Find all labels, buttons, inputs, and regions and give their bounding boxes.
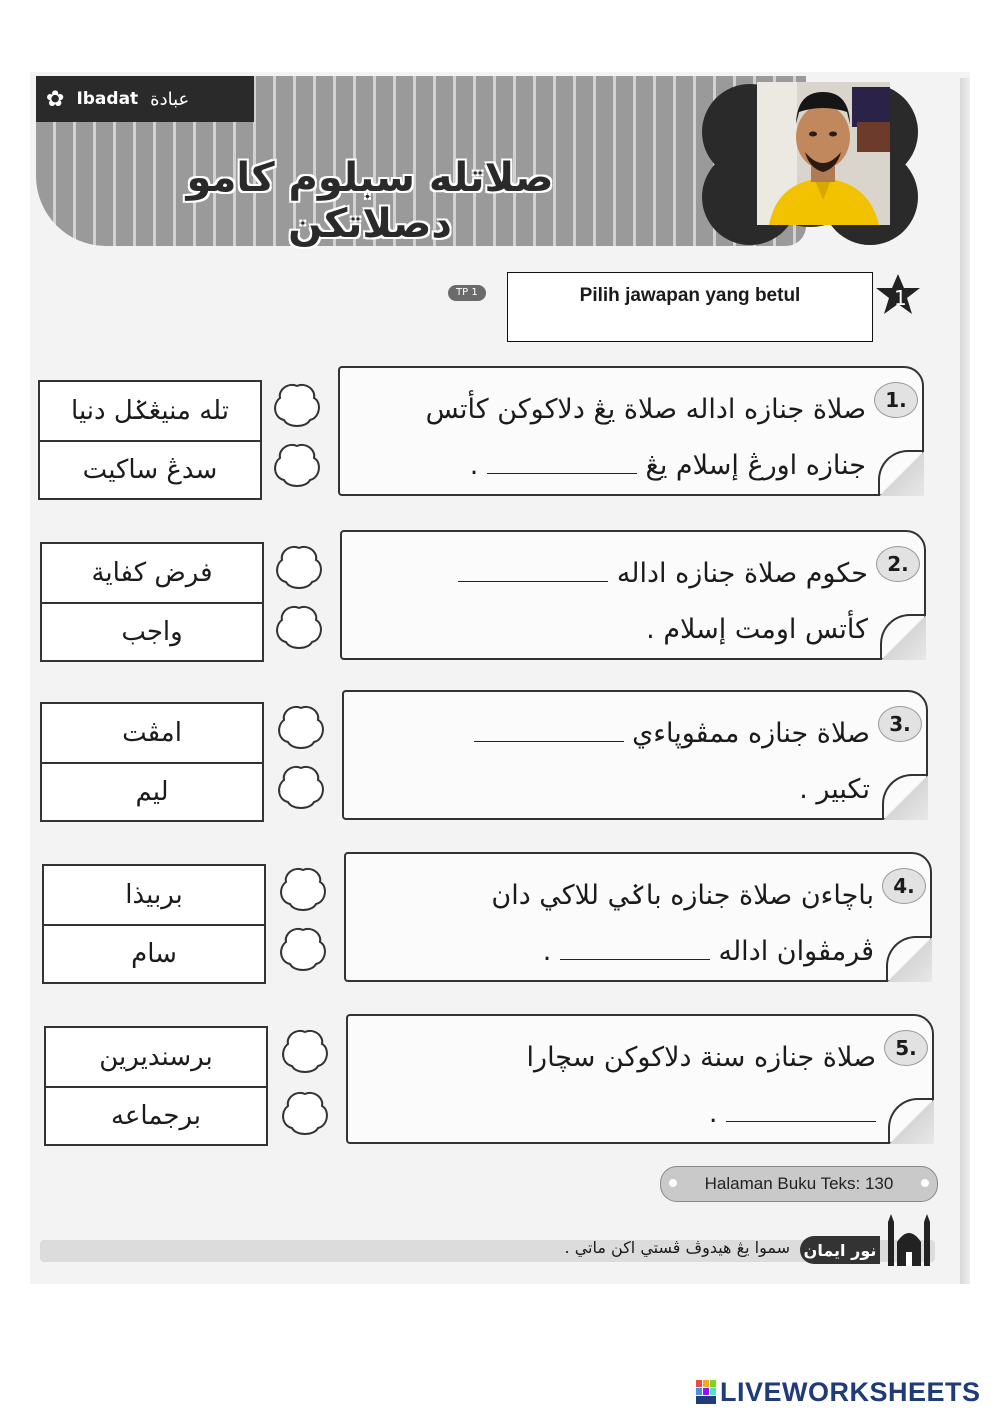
option-a[interactable]: بربيذا	[125, 880, 183, 910]
option-bubble-icon[interactable]	[274, 544, 324, 590]
question-number: 5.	[884, 1030, 928, 1066]
question-number: 3.	[878, 706, 922, 742]
option-bubble-icon[interactable]	[278, 926, 328, 972]
option-b[interactable]: برجماعه	[46, 1086, 266, 1144]
option-bubble-icon[interactable]	[276, 704, 326, 750]
option-a[interactable]: برسنديرين	[99, 1042, 213, 1072]
svg-text:1: 1	[894, 286, 907, 310]
textbook-page-reference: Halaman Buku Teks: 130	[660, 1166, 938, 1202]
option-b[interactable]: ليم	[42, 762, 262, 820]
question-card-1	[338, 366, 924, 496]
liveworksheets-logo	[696, 1376, 981, 1408]
question-card-5	[346, 1014, 934, 1144]
question-number: 2.	[876, 546, 920, 582]
answer-blank[interactable]	[474, 721, 624, 742]
options-group-5	[44, 1026, 268, 1146]
question-number: 4.	[882, 868, 926, 904]
answer-blank[interactable]	[487, 453, 637, 474]
liveworksheets-icon	[696, 1380, 716, 1404]
option-b[interactable]: واجب	[42, 602, 262, 660]
option-bubble-icon[interactable]	[274, 604, 324, 650]
question-card-3	[342, 690, 928, 820]
question-text: باچاءن صلاة جنازه باݢي للاكي دان ڤرمڤوان اداله .	[491, 880, 874, 967]
question-text: صلاة جنازه ممڤوڽاءي تكبير .	[370, 706, 870, 818]
footer-motto: سموا يڠ هيدوڤ ڤستي اكن ماتي .	[564, 1238, 790, 1257]
option-bubble-icon[interactable]	[276, 764, 326, 810]
liveworksheets-wordmark: LIVEWORKSHEETS	[720, 1376, 981, 1407]
teacher-photo	[757, 82, 890, 225]
option-bubble-icon[interactable]	[272, 382, 322, 428]
series-brand: نور ايمان	[800, 1236, 880, 1264]
star-icon: ✿	[46, 86, 65, 112]
option-bubble-icon[interactable]	[280, 1028, 330, 1074]
page-title: صلاتله سبلوم كامو دصلاتكن	[186, 155, 554, 247]
section-star-icon	[872, 272, 924, 316]
page-edge	[960, 78, 970, 1284]
option-b[interactable]: سام	[44, 924, 264, 982]
options-group-1	[38, 380, 262, 500]
option-bubble-icon[interactable]	[280, 1090, 330, 1136]
answer-blank[interactable]	[560, 939, 710, 960]
option-a[interactable]: امڤت	[122, 718, 182, 748]
question-card-2	[340, 530, 926, 660]
question-text: صلاة جنازه سنة دلاكوكن سچارا .	[526, 1042, 876, 1129]
question-card-4	[344, 852, 932, 982]
tp-level-badge: TP 1	[448, 285, 486, 301]
instruction-box: Pilih jawapan yang betul	[507, 272, 873, 342]
answer-blank[interactable]	[458, 561, 608, 582]
question-text: صلاة جنازه اداله صلاة يڠ دلاكوكن كأتس جنازه اورڠ إسلام يڠ .	[425, 394, 866, 481]
options-group-3	[40, 702, 264, 822]
option-a[interactable]: فرض كفاية	[91, 558, 213, 588]
mosque-icon	[884, 1212, 934, 1266]
option-b[interactable]: سدڠ ساكيت	[40, 440, 260, 498]
option-bubble-icon[interactable]	[272, 442, 322, 488]
subject-tag	[36, 76, 254, 122]
options-group-2	[40, 542, 264, 662]
options-group-4	[42, 864, 266, 984]
question-text: حكوم صلاة جنازه اداله كأتس اومت إسلام .	[368, 546, 868, 658]
option-a[interactable]: تله منيڠݢل دنيا	[71, 396, 229, 426]
question-number: 1.	[874, 382, 918, 418]
option-bubble-icon[interactable]	[278, 866, 328, 912]
subject-jawi: عبادة	[150, 88, 190, 110]
subject-latin: Ibadat	[76, 89, 139, 109]
answer-blank[interactable]	[726, 1101, 876, 1122]
